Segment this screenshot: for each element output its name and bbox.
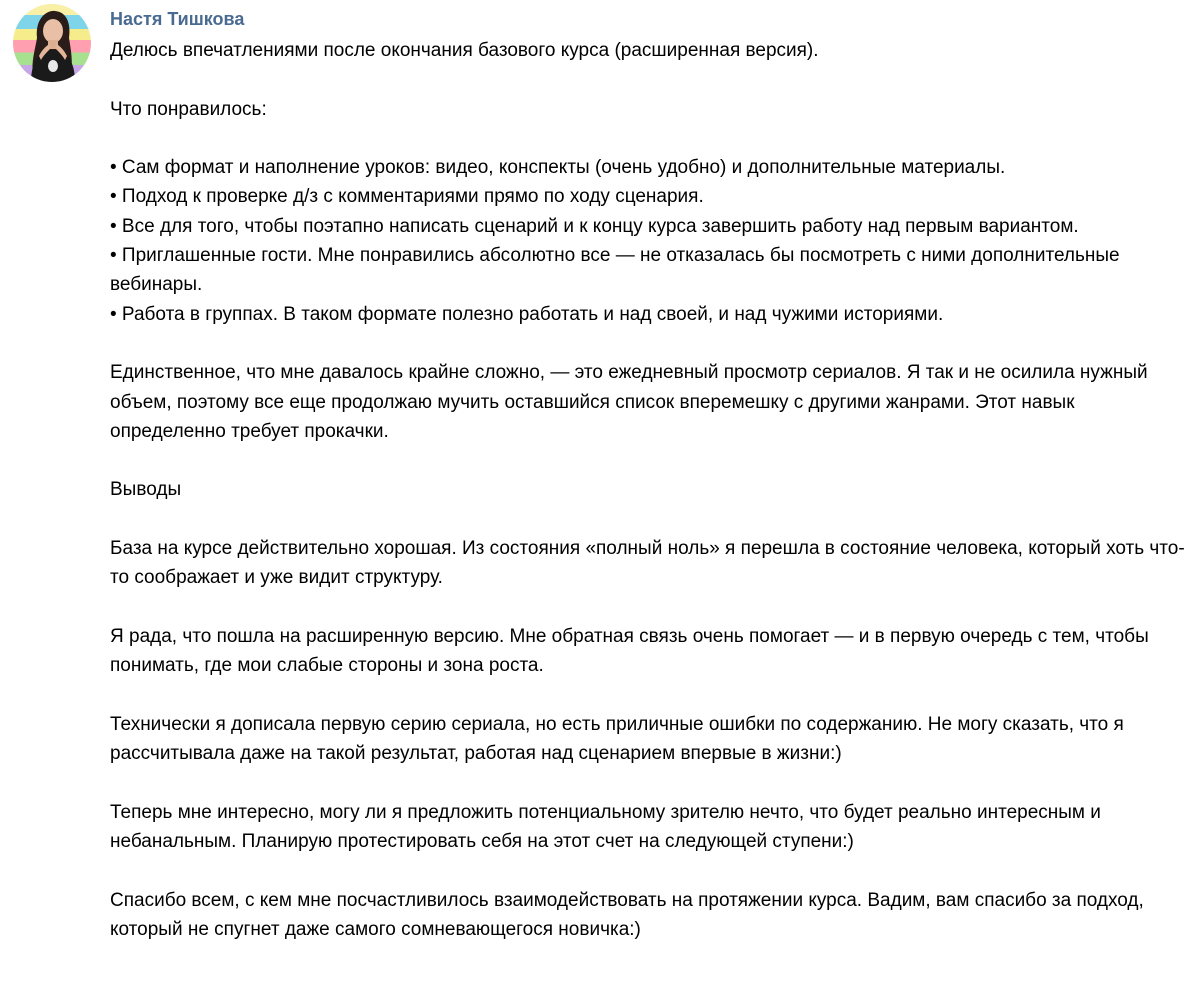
paragraph: Теперь мне интересно, могу ли я предложить потенциальному зрителю нечто, что будет реально интересным и небанальным. Планирую протестировать себя на этот счет на следующей ступени:)	[110, 801, 1101, 853]
paragraph-spacer	[110, 768, 1186, 797]
paragraph: Делюсь впечатлениями после окончания базового курса (расширенная версия).	[110, 40, 819, 61]
list-item: • Подход к проверке д/з с комментариями прямо по ходу сценария.	[110, 186, 704, 208]
paragraph-spacer	[110, 593, 1186, 622]
paragraph-spacer	[110, 124, 1186, 153]
paragraph: Выводы	[110, 479, 182, 501]
paragraph-spacer	[110, 681, 1186, 710]
person-silhouette-icon	[13, 4, 91, 82]
post-text	[110, 36, 1186, 944]
paragraph: Что понравилось:	[110, 98, 267, 120]
paragraph-spacer	[110, 65, 1186, 94]
paragraph: Я рада, что пошла на расширенную версию. Мне обратная связь очень помогает — и в первую очередь с тем, чтобы понимать, где мои слабые стороны и зона роста.	[110, 625, 1149, 677]
paragraph-spacer	[110, 329, 1186, 358]
paragraph-spacer	[110, 505, 1186, 534]
list-item: • Сам формат и наполнение уроков: видео, конспекты (очень удобно) и дополнительные материалы.	[110, 157, 1006, 179]
list-item: • Все для того, чтобы поэтапно написать сценарий и к концу курса завершить работу над первым вариантом.	[110, 215, 1079, 237]
list-item: • Работа в группах. В таком формате полезно работать и над своей, и над чужими историями.	[110, 303, 944, 325]
paragraph: Технически я дописала первую серию сериала, но есть приличные ошибки по содержанию. Не могу сказать, что я рассчитывала даже на такой результат, работая над сценарием впервые в жизни:)	[110, 713, 1124, 765]
paragraph: База на курсе действительно хорошая. Из состояния «полный ноль» я перешла в состояние человека, который хоть что-то соображает и уже видит структуру.	[110, 538, 1185, 589]
paragraph: Спасибо всем, с кем мне посчастливилось взаимодействовать на протяжении курса. Вадим, вам спасибо за подход, который не спугнет даже самого сомневающегося новичка:)	[110, 889, 1144, 940]
paragraph: Единственное, что мне давалось крайне сложно, — это ежедневный просмотр сериалов. Я так и не осилила нужный объем, поэтому все еще продолжаю мучить оставшийся список вперемешку с другими жанрами. Этот навык определенно требует прокачки.	[110, 362, 1148, 442]
author-name[interactable]: Настя Тишкова	[110, 9, 245, 29]
avatar[interactable]	[13, 4, 91, 82]
list-item: • Приглашенные гости. Мне понравились абсолютно все — не отказалась бы посмотреть с ними дополнительные вебинары.	[110, 245, 1120, 296]
paragraph-spacer	[110, 446, 1186, 475]
paragraph-spacer	[110, 856, 1186, 885]
